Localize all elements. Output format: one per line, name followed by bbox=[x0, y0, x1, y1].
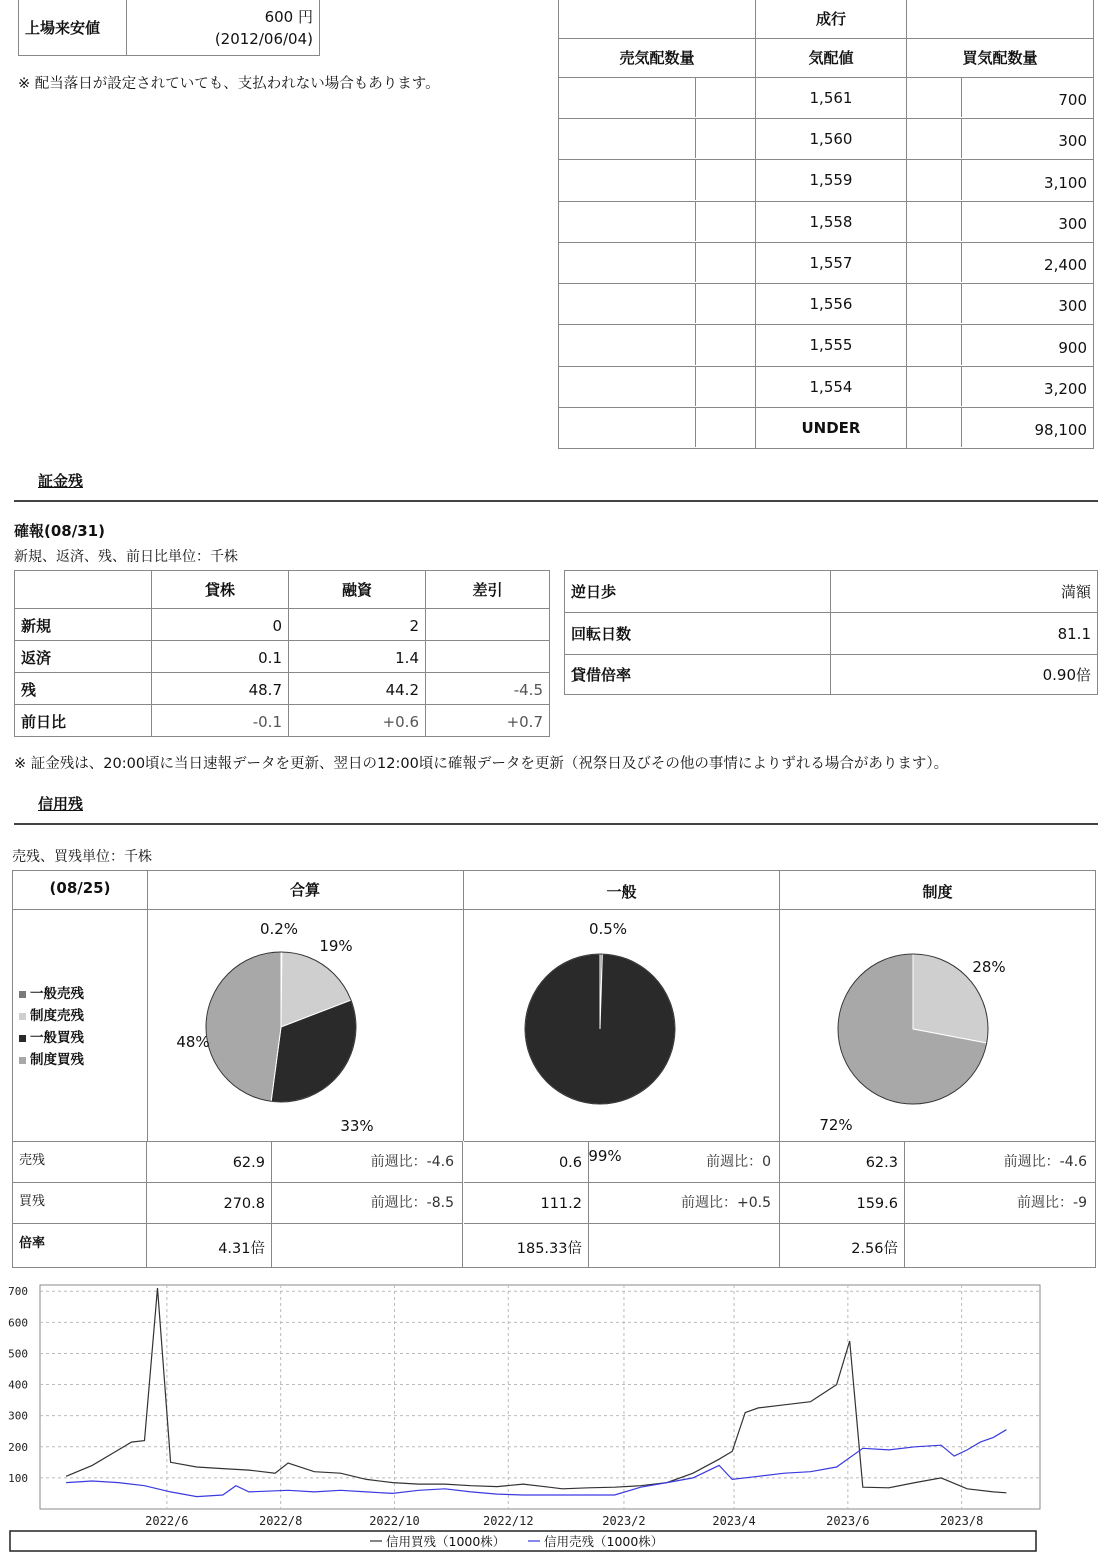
credit-week-change bbox=[905, 1223, 1095, 1267]
credit-week-change: 前週比：-4.6 bbox=[905, 1141, 1095, 1182]
margin-side-row bbox=[565, 613, 1098, 655]
pie-percent-label: 28% bbox=[972, 958, 1006, 976]
margin-row bbox=[15, 705, 550, 737]
y-tick-label: 500 bbox=[8, 1347, 28, 1361]
x-tick-label: 2022/10 bbox=[369, 1514, 420, 1528]
board-row bbox=[559, 407, 1094, 448]
margin-side-table bbox=[564, 570, 1098, 695]
board-price-cell: 1,560 bbox=[756, 118, 907, 159]
listing-low-date: (2012/06/04) bbox=[214, 29, 313, 48]
board-buy-cell bbox=[907, 324, 1094, 366]
margin-side-row bbox=[565, 655, 1098, 695]
credit-week-change: 前週比：+0.5 bbox=[589, 1182, 780, 1223]
board-empty-top-right bbox=[907, 0, 1094, 38]
margin-balance-table bbox=[14, 570, 550, 737]
board-buy-cell bbox=[907, 201, 1094, 242]
board-row bbox=[559, 118, 1094, 159]
credit-value: 62.3 bbox=[780, 1141, 905, 1182]
legend-label: 制度買残 bbox=[30, 1052, 84, 1068]
board-price-cell: 1,555 bbox=[756, 324, 907, 366]
board-buy-cell bbox=[907, 77, 1094, 118]
chart-legend-box bbox=[10, 1531, 1036, 1551]
board-row bbox=[559, 242, 1094, 283]
credit-trend-chart bbox=[0, 1275, 1100, 1557]
board-sell-cell bbox=[559, 201, 756, 242]
x-tick-label: 2023/8 bbox=[939, 1514, 984, 1528]
pie-slice bbox=[206, 952, 281, 1101]
margin-side-row bbox=[565, 571, 1098, 613]
board-buy-qty: 3,100 bbox=[1044, 174, 1087, 192]
margin-side-label: 貸借倍率 bbox=[565, 655, 831, 695]
credit-balance-rule bbox=[14, 823, 1098, 825]
credit-col-system: 制度 bbox=[780, 871, 1095, 910]
board-buy-qty: 900 bbox=[1058, 339, 1087, 357]
board-price-cell: 1,554 bbox=[756, 366, 907, 407]
margin-report-date: 確報(08/31) bbox=[14, 522, 105, 540]
board-row bbox=[559, 366, 1094, 407]
board-buy-cell bbox=[907, 407, 1094, 448]
credit-col-general: 一般 bbox=[464, 871, 780, 910]
margin-cell-label: 新規 bbox=[15, 609, 152, 641]
pie-percent-label: 0.5% bbox=[588, 920, 628, 938]
margin-cell-label: 残 bbox=[15, 673, 152, 705]
credit-col-total: 合算 bbox=[147, 871, 464, 910]
pie-percent-label: 48% bbox=[176, 1033, 210, 1051]
y-tick-label: 700 bbox=[8, 1285, 28, 1299]
credit-value: 0.6 bbox=[464, 1141, 589, 1182]
board-price-cell: 1,557 bbox=[756, 242, 907, 283]
pie-percent-label: 99% bbox=[588, 1147, 622, 1165]
margin-row bbox=[15, 609, 550, 641]
board-buy-qty: 300 bbox=[1058, 132, 1087, 150]
board-empty-top-left bbox=[559, 0, 756, 38]
pie-percent-label: 72% bbox=[819, 1116, 853, 1134]
board-price-cell: 1,558 bbox=[756, 201, 907, 242]
board-buy-qty: 3,200 bbox=[1044, 380, 1087, 398]
board-buy-cell bbox=[907, 242, 1094, 283]
listing-low-value: 600 円 bbox=[264, 7, 313, 26]
margin-row bbox=[15, 641, 550, 673]
credit-week-change: 前週比：-9 bbox=[905, 1182, 1095, 1223]
board-sell-cell bbox=[559, 283, 756, 324]
legend-label: 一般買残 bbox=[30, 1030, 84, 1046]
credit-row-label: 買残 bbox=[13, 1182, 147, 1223]
credit-row-label: 倍率 bbox=[13, 1223, 147, 1267]
credit-value: 2.56倍 bbox=[780, 1223, 905, 1267]
margin-side-value: 81.1 bbox=[831, 613, 1098, 655]
credit-balance-title: 信用残 bbox=[38, 795, 84, 813]
plot-area bbox=[40, 1285, 1040, 1509]
margin-cell-label: 返済 bbox=[15, 641, 152, 673]
margin-cell-lend: 0 bbox=[152, 609, 289, 641]
credit-value: 4.31倍 bbox=[147, 1223, 272, 1267]
x-tick-label: 2022/6 bbox=[145, 1514, 189, 1528]
x-tick-label: 2022/8 bbox=[258, 1514, 303, 1528]
board-sell-cell bbox=[559, 366, 756, 407]
legend-label: 一般売残 bbox=[30, 986, 84, 1002]
board-row bbox=[559, 201, 1094, 242]
y-tick-label: 400 bbox=[8, 1378, 28, 1392]
board-row bbox=[559, 283, 1094, 324]
board-market-order: 成行 bbox=[756, 0, 907, 38]
board-price-cell: 1,556 bbox=[756, 283, 907, 324]
credit-value: 270.8 bbox=[147, 1182, 272, 1223]
dividend-note: ※ 配当落日が設定されていても、支払われない場合もあります。 bbox=[18, 76, 440, 92]
board-sell-cell bbox=[559, 407, 756, 448]
board-row bbox=[559, 324, 1094, 366]
legend-label: 制度売残 bbox=[30, 1008, 84, 1024]
board-buy-cell bbox=[907, 159, 1094, 201]
margin-cell-diff bbox=[426, 609, 550, 641]
board-sell-cell bbox=[559, 242, 756, 283]
credit-week-change: 前週比：-8.5 bbox=[272, 1182, 463, 1223]
margin-header-lend: 貸株 bbox=[152, 571, 289, 609]
x-tick-label: 2023/4 bbox=[712, 1514, 756, 1528]
margin-header-0 bbox=[15, 571, 152, 609]
pie-percent-label: 0.2% bbox=[259, 920, 299, 938]
margin-side-label: 逆日歩 bbox=[565, 571, 831, 613]
pie-slice bbox=[525, 954, 675, 1104]
credit-week-change bbox=[272, 1223, 463, 1267]
board-header-sell: 売気配数量 bbox=[559, 38, 756, 77]
pie-percent-label: 33% bbox=[340, 1117, 374, 1135]
credit-week-change: 前週比：0 bbox=[589, 1141, 780, 1182]
credit-value: 159.6 bbox=[780, 1182, 905, 1223]
margin-header-diff: 差引 bbox=[426, 571, 550, 609]
board-buy-qty: 98,100 bbox=[1034, 421, 1087, 439]
margin-side-value: 0.90倍 bbox=[831, 655, 1098, 695]
board-sell-cell bbox=[559, 324, 756, 366]
margin-cell-diff bbox=[426, 641, 550, 673]
x-tick-label: 2022/12 bbox=[482, 1514, 534, 1528]
margin-cell-lend: 48.7 bbox=[152, 673, 289, 705]
x-tick-label: 2023/6 bbox=[826, 1514, 870, 1528]
board-sell-cell bbox=[559, 118, 756, 159]
listing-low-value-cell bbox=[127, 0, 320, 56]
margin-row bbox=[15, 673, 550, 705]
margin-cell-finance: 1.4 bbox=[289, 641, 426, 673]
board-sell-cell bbox=[559, 159, 756, 201]
margin-cell-finance: 2 bbox=[289, 609, 426, 641]
board-buy-qty: 2,400 bbox=[1044, 256, 1087, 274]
credit-week-change: 前週比：-4.6 bbox=[272, 1141, 463, 1182]
margin-side-value: 満額 bbox=[831, 571, 1098, 613]
board-header-price: 気配値 bbox=[756, 38, 907, 77]
y-tick-label: 600 bbox=[8, 1316, 28, 1330]
margin-side-label: 回転日数 bbox=[565, 613, 831, 655]
y-tick-label: 200 bbox=[8, 1440, 28, 1454]
margin-cell-lend: -0.1 bbox=[152, 705, 289, 737]
board-buy-cell bbox=[907, 283, 1094, 324]
chart-legend-label: 信用買残（1000株） bbox=[386, 1534, 506, 1549]
margin-balance-note: ※ 証金残は、20:00頃に当日速報データを更新、翌日の12:00頃に確報データを更新（祝祭日及びその他の事情によりずれる場合があります）。 bbox=[14, 756, 949, 772]
x-tick-label: 2023/2 bbox=[602, 1514, 646, 1528]
y-tick-label: 100 bbox=[8, 1471, 28, 1485]
credit-rows bbox=[13, 1141, 1095, 1267]
credit-balance-panel bbox=[12, 870, 1096, 1268]
margin-balance-rule bbox=[14, 500, 1098, 502]
y-tick-label: 300 bbox=[8, 1409, 28, 1423]
credit-value: 62.9 bbox=[147, 1141, 272, 1182]
credit-value: 111.2 bbox=[464, 1182, 589, 1223]
credit-unit-note: 売残、買残単位：千株 bbox=[12, 849, 152, 865]
board-row bbox=[559, 159, 1094, 201]
credit-week-change bbox=[589, 1223, 780, 1267]
pie-percent-label: 19% bbox=[319, 937, 353, 955]
margin-cell-label: 前日比 bbox=[15, 705, 152, 737]
credit-date: (08/25) bbox=[13, 871, 148, 910]
order-board-table bbox=[558, 0, 1094, 449]
margin-balance-title: 証金残 bbox=[38, 472, 84, 490]
listing-low-table bbox=[18, 0, 320, 56]
margin-header-finance: 融資 bbox=[289, 571, 426, 609]
margin-unit-note: 新規、返済、残、前日比単位：千株 bbox=[14, 549, 238, 565]
credit-row-label: 売残 bbox=[13, 1141, 147, 1182]
margin-cell-diff: +0.7 bbox=[426, 705, 550, 737]
listing-low-label: 上場来安値 bbox=[19, 0, 127, 56]
board-row bbox=[559, 77, 1094, 118]
board-buy-cell bbox=[907, 366, 1094, 407]
board-price-cell: 1,561 bbox=[756, 77, 907, 118]
board-buy-cell bbox=[907, 118, 1094, 159]
board-header-buy: 買気配数量 bbox=[907, 38, 1094, 77]
board-buy-qty: 700 bbox=[1058, 91, 1087, 109]
chart-legend-label: 信用売残（1000株） bbox=[544, 1534, 664, 1549]
board-buy-qty: 300 bbox=[1058, 215, 1087, 233]
margin-cell-lend: 0.1 bbox=[152, 641, 289, 673]
credit-value: 185.33倍 bbox=[464, 1223, 589, 1267]
board-price-cell: UNDER bbox=[756, 407, 907, 448]
margin-cell-diff: -4.5 bbox=[426, 673, 550, 705]
board-price-cell: 1,559 bbox=[756, 159, 907, 201]
board-sell-cell bbox=[559, 77, 756, 118]
margin-cell-finance: 44.2 bbox=[289, 673, 426, 705]
board-buy-qty: 300 bbox=[1058, 297, 1087, 315]
margin-cell-finance: +0.6 bbox=[289, 705, 426, 737]
